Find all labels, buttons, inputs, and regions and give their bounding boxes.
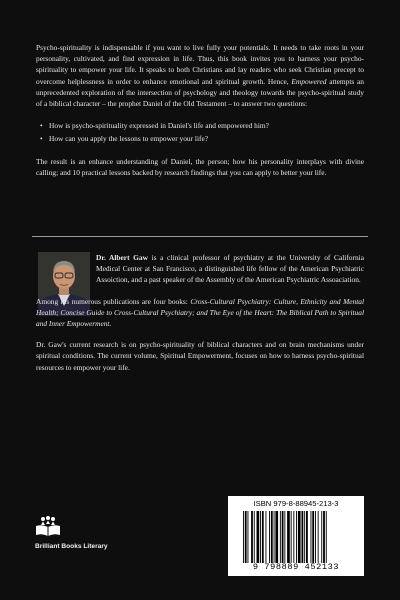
author-bio-text: is a clinical professor of psychiatry at the University of California Medical Center at San Francisco, a distinguished life fellow of the American Psychiatric Assoiction, and a past speaker of the Assembly of the American Psychiatric Assoaciation. [96, 253, 364, 285]
barcode [242, 511, 360, 563]
book-titles: Cross-Cultural Psychiatry: Culture, Ethnicity and Mental Health; Concise Guide to Cross-Cultural Psychiatry; and The Eye of the Heart: The Biblical Path to Spiritual and Inner Empowerment. [36, 296, 364, 329]
description-text: Psycho-spirituality is indispensable if you want to live fully your potentials. It needs to take roots in your personality, cultivated, and find expression in life. Thus, this book invites you to harness your psycho-spirituality to empower your life. It speaks to both Christians and lay readers who seek Christian precept to overcome helplessness in order to enhance emotional and spiritual growth. Hence, [36, 43, 364, 86]
description-text-continued: attempts an unprecedented exploration of the intersection of psychology and theology towards the psycho-spiritual study of a biblical character – the prophet Daniel of the Old Testament – to answer two questions: [36, 76, 364, 109]
question-item: • How can you apply the lessons to empower your life? [36, 133, 364, 144]
author-bio [36, 252, 364, 383]
books-intro: Among his numerous publications are four books: [36, 296, 191, 306]
publisher [35, 515, 165, 550]
book-title-emphasis: Empowered [291, 76, 327, 86]
book-description [36, 42, 364, 189]
section-divider [32, 236, 368, 237]
bio-paragraph-2 [36, 296, 364, 330]
isbn-barcode-box [228, 496, 364, 576]
question-item: • How is psycho-spirituality expressed in Daniel's life and empowered him? [36, 120, 364, 131]
description-paragraph-2: The result is an enhance understanding of Daniel, the person; how his personality interplays with divine calling; and 10 practical lessons backed by research findings that you can apply to better your life. [36, 156, 364, 177]
description-paragraph-1 [36, 42, 364, 109]
bio-paragraph-3: Dr. Gaw's current research is on psycho-spirituality of biblical characters and on brain mechanisms under spiritual conditions. The current volume, Spiritual Empowerment, focuses on how to harness psycho-spiritual resources to empower your life. [36, 340, 364, 372]
bio-paragraph-1 [36, 252, 364, 286]
author-name: Dr. Albert Gaw [96, 253, 148, 262]
questions-list [36, 120, 364, 144]
isbn-label: ISBN 979-8-88945-213-3 [253, 499, 339, 508]
barcode-number: 9 798889 452133 [252, 562, 340, 572]
publisher-name: Brilliant Books Literary [35, 543, 108, 550]
open-book-people-icon [35, 515, 61, 537]
